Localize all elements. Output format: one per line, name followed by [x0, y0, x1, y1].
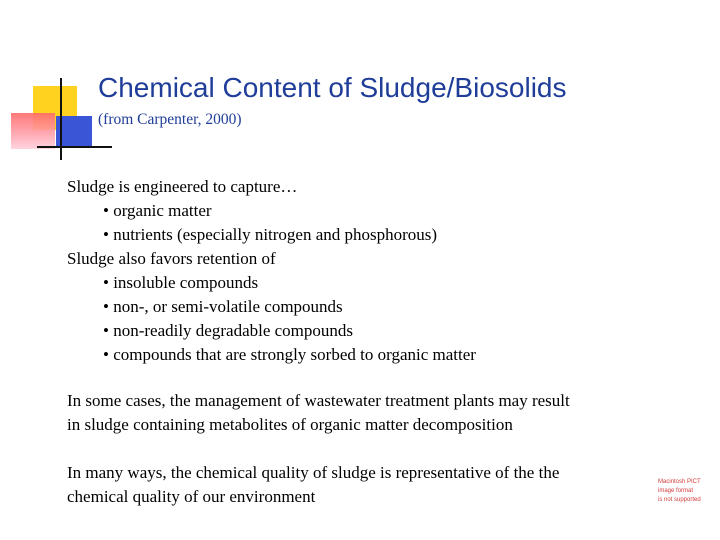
text-line: in sludge containing metabolites of organic matter decomposition	[67, 415, 513, 434]
bullet-item: • compounds that are strongly sorbed to organic matter	[103, 345, 476, 364]
bullet-item: • organic matter	[103, 201, 212, 220]
bullet-item: • non-readily degradable compounds	[103, 321, 354, 340]
placeholder-text-line: image format	[658, 488, 694, 494]
paragraph-environment	[67, 461, 559, 509]
text-line: In many ways, the chemical quality of sludge is representative of the the	[67, 463, 560, 482]
text-line: Sludge is engineered to capture…	[67, 177, 298, 196]
paragraph-capture-retention	[67, 175, 476, 367]
bullet-item: • nutrients (especially nitrogen and phosphorous)	[103, 225, 438, 244]
unsupported-image-placeholder	[658, 478, 710, 505]
bullet-item: • non-, or semi-volatile compounds	[103, 297, 343, 316]
decor-horizontal-line	[37, 146, 112, 148]
placeholder-text-line: Macintosh PICT	[658, 479, 701, 485]
slide-title: Chemical Content of Sludge/Biosolids	[98, 72, 567, 103]
text-line: Sludge also favors retention of	[67, 249, 276, 268]
slide-subtitle: (from Carpenter, 2000)	[98, 111, 242, 128]
decor-red-gradient-square	[11, 113, 55, 149]
placeholder-text-line: is not supported	[658, 497, 701, 503]
paragraph-management	[67, 389, 570, 437]
text-line: chemical quality of our environment	[67, 487, 316, 506]
bullet-item: • insoluble compounds	[103, 273, 259, 292]
text-line: In some cases, the management of wastewater treatment plants may result	[67, 391, 570, 410]
